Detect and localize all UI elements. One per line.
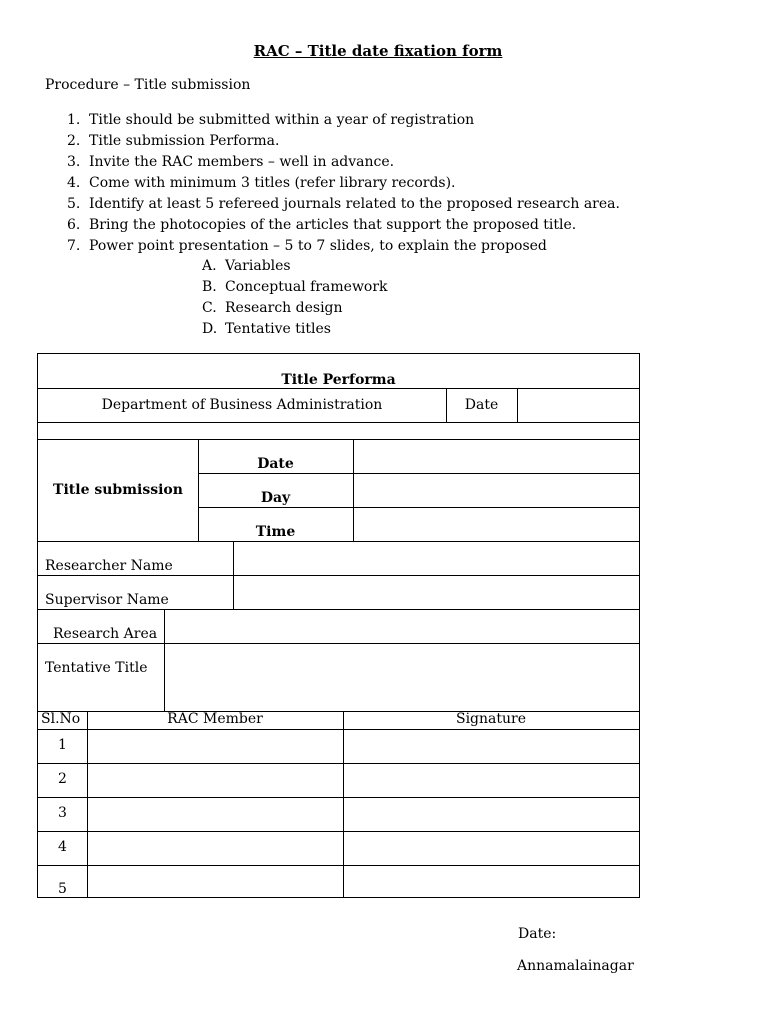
substep-text: Variables <box>225 258 291 274</box>
rule <box>38 422 639 423</box>
row-number: 1 <box>58 737 67 753</box>
tentative-title-field[interactable] <box>165 645 638 710</box>
step-item <box>45 173 620 194</box>
substep-item <box>202 256 388 277</box>
procedure-steps <box>45 110 620 257</box>
step-number: 6. <box>67 217 81 233</box>
step-number: 7. <box>67 238 81 254</box>
step-number: 5. <box>67 196 81 212</box>
presentation-substeps <box>202 256 388 340</box>
signature-field[interactable] <box>344 867 638 897</box>
title-performa-form <box>37 353 640 898</box>
procedure-heading: Procedure – Title submission <box>45 77 251 93</box>
step-text: Power point presentation – 5 to 7 slides, to explain the proposed <box>89 238 547 254</box>
step-number: 4. <box>67 175 81 191</box>
rule <box>38 729 639 730</box>
signature-header: Signature <box>455 711 526 727</box>
research-area-label: Research Area <box>53 626 158 642</box>
footer-place: Annamalainagar <box>517 958 634 974</box>
step-item <box>45 236 620 257</box>
supervisor-name-field[interactable] <box>234 577 638 608</box>
rule <box>38 439 639 440</box>
rac-member-field[interactable] <box>88 765 342 796</box>
title-submission-label: Title submission <box>53 482 183 498</box>
step-text: Title submission Performa. <box>89 133 280 149</box>
step-number: 2. <box>67 133 81 149</box>
step-item <box>45 152 620 173</box>
step-number: 3. <box>67 154 81 170</box>
step-text: Bring the photocopies of the articles that support the proposed title. <box>89 217 577 233</box>
step-text: Title should be submitted within a year of registration <box>89 112 475 128</box>
rule <box>198 507 639 508</box>
substep-letter: C. <box>202 300 217 316</box>
substep-text: Conceptual framework <box>225 279 388 295</box>
substep-letter: B. <box>202 279 217 295</box>
department-label: Department of Business Administration <box>101 397 383 413</box>
signature-field[interactable] <box>344 765 638 796</box>
rule <box>38 575 639 576</box>
substep-letter: D. <box>202 321 218 337</box>
substep-item <box>202 298 388 319</box>
rule <box>38 388 639 389</box>
submission-day-field[interactable] <box>354 475 638 506</box>
step-number: 1. <box>67 112 81 128</box>
row-number: 5 <box>58 881 67 897</box>
submission-time-label: Time <box>255 524 296 540</box>
date-label: Date <box>464 397 499 413</box>
substep-text: Research design <box>225 300 343 316</box>
substep-item <box>202 319 388 340</box>
rule <box>38 763 639 764</box>
step-text: Invite the RAC members – well in advance. <box>89 154 395 170</box>
substep-item <box>202 277 388 298</box>
signature-field[interactable] <box>344 833 638 864</box>
signature-field[interactable] <box>344 731 638 762</box>
row-number: 4 <box>58 839 67 855</box>
date-field[interactable] <box>517 390 637 420</box>
signature-field[interactable] <box>344 799 638 830</box>
footer-date-label: Date: <box>518 926 557 942</box>
submission-time-field[interactable] <box>354 509 638 540</box>
rac-member-field[interactable] <box>88 731 342 762</box>
step-text: Come with minimum 3 titles (refer library records). <box>89 175 456 191</box>
rule <box>198 473 639 474</box>
rule <box>38 865 639 866</box>
rule <box>38 831 639 832</box>
rule <box>38 609 639 610</box>
submission-day-label: Day <box>260 490 291 506</box>
step-item <box>45 215 620 236</box>
substep-text: Tentative titles <box>225 321 331 337</box>
rac-member-field[interactable] <box>88 799 342 830</box>
rac-member-field[interactable] <box>88 867 342 897</box>
rule <box>38 797 639 798</box>
step-text: Identify at least 5 refereed journals related to the proposed research area. <box>89 196 620 212</box>
rac-member-header: RAC Member <box>167 711 263 727</box>
tentative-title-label: Tentative Title <box>45 660 148 676</box>
slno-header: Sl.No <box>41 711 81 727</box>
supervisor-name-label: Supervisor Name <box>45 592 169 608</box>
rac-member-field[interactable] <box>88 833 342 864</box>
rule <box>38 643 639 644</box>
step-item <box>45 110 620 131</box>
document-title: RAC – Title date fixation form <box>253 42 503 60</box>
rule <box>38 541 639 542</box>
researcher-name-label: Researcher Name <box>45 558 173 574</box>
step-item <box>45 131 620 152</box>
research-area-field[interactable] <box>165 611 638 642</box>
substep-letter: A. <box>202 258 217 274</box>
step-item <box>45 194 620 215</box>
row-number: 3 <box>58 805 67 821</box>
form-heading: Title Performa <box>281 372 396 388</box>
researcher-name-field[interactable] <box>234 543 638 574</box>
submission-date-field[interactable] <box>354 441 638 472</box>
row-number: 2 <box>58 771 67 787</box>
submission-date-label: Date <box>257 456 294 472</box>
